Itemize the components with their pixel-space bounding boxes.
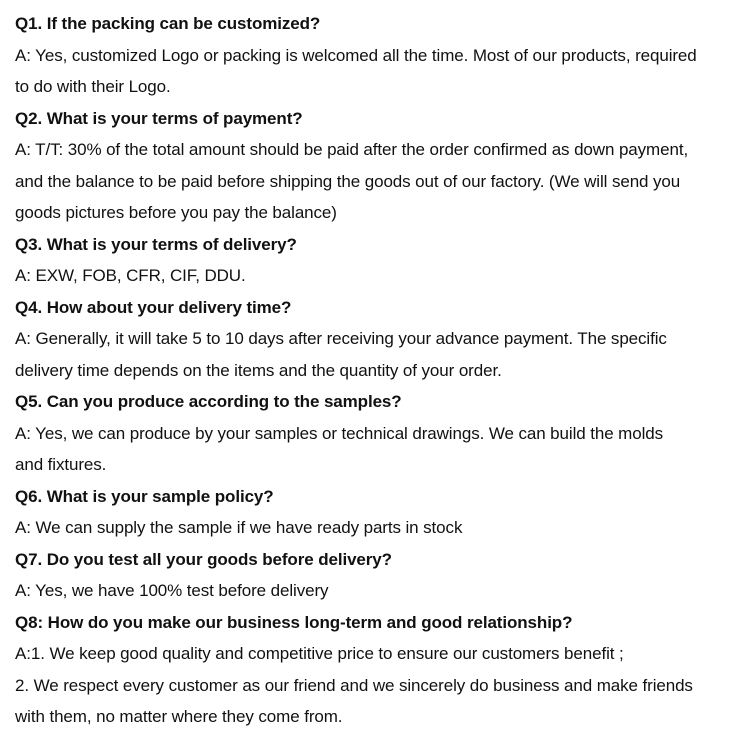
faq-answer — [15, 575, 743, 607]
faq-answer-line: goods pictures before you pay the balance) — [15, 203, 337, 222]
faq-answer-line: and the balance to be paid before shipping the goods out of our factory. (We will send you — [15, 171, 681, 191]
faq-answer — [15, 323, 743, 386]
faq-question: Q1. If the packing can be customized? — [15, 14, 321, 33]
faq-question: Q6. What is your sample policy? — [15, 486, 274, 506]
faq-answer — [15, 418, 743, 481]
faq-answer-line: 2. We respect every customer as our friend and we sincerely do business and make friends — [15, 675, 693, 695]
faq-question: Q3. What is your terms of delivery? — [15, 234, 297, 254]
faq-item — [15, 386, 743, 481]
faq-item — [15, 481, 743, 544]
faq-item — [15, 544, 743, 607]
faq-question: Q5. Can you produce according to the samples? — [15, 392, 402, 411]
faq-answer — [15, 40, 743, 103]
faq-answer — [15, 512, 743, 544]
faq-answer — [15, 260, 743, 292]
faq-question: Q7. Do you test all your goods before delivery? — [15, 549, 392, 569]
faq-answer-line: A: T/T: 30% of the total amount should be paid after the order confirmed as down payment, — [15, 140, 689, 159]
faq-answer-line: A: Yes, we can produce by your samples or technical drawings. We can build the molds — [15, 423, 664, 443]
faq-answer-line: A: Yes, we have 100% test before delivery — [15, 581, 329, 600]
faq-item — [15, 229, 743, 292]
faq-answer-line: A: Generally, it will take 5 to 10 days after receiving your advance payment. The specific — [15, 329, 667, 348]
faq-list — [15, 8, 743, 733]
faq-item — [15, 8, 743, 103]
faq-answer — [15, 134, 743, 229]
faq-answer-line: A: EXW, FOB, CFR, CIF, DDU. — [15, 266, 246, 285]
faq-item — [15, 103, 743, 229]
faq-answer — [15, 638, 743, 733]
faq-question: Q4. How about your delivery time? — [15, 297, 292, 317]
faq-answer-line: A:1. We keep good quality and competitive price to ensure our customers benefit ; — [15, 644, 624, 663]
faq-answer-line: A: We can supply the sample if we have ready parts in stock — [15, 518, 463, 537]
faq-question: Q8: How do you make our business long-term and good relationship? — [15, 612, 573, 632]
faq-answer-line: A: Yes, customized Logo or packing is welcomed all the time. Most of our products, required — [15, 45, 697, 65]
faq-answer-line: and fixtures. — [15, 455, 107, 474]
faq-question: Q2. What is your terms of payment? — [15, 108, 303, 128]
faq-answer-line: to do with their Logo. — [15, 77, 171, 96]
faq-answer-line: with them, no matter where they come from. — [15, 707, 343, 726]
faq-item — [15, 292, 743, 387]
faq-answer-line: delivery time depends on the items and the quantity of your order. — [15, 360, 502, 380]
faq-item — [15, 607, 743, 733]
